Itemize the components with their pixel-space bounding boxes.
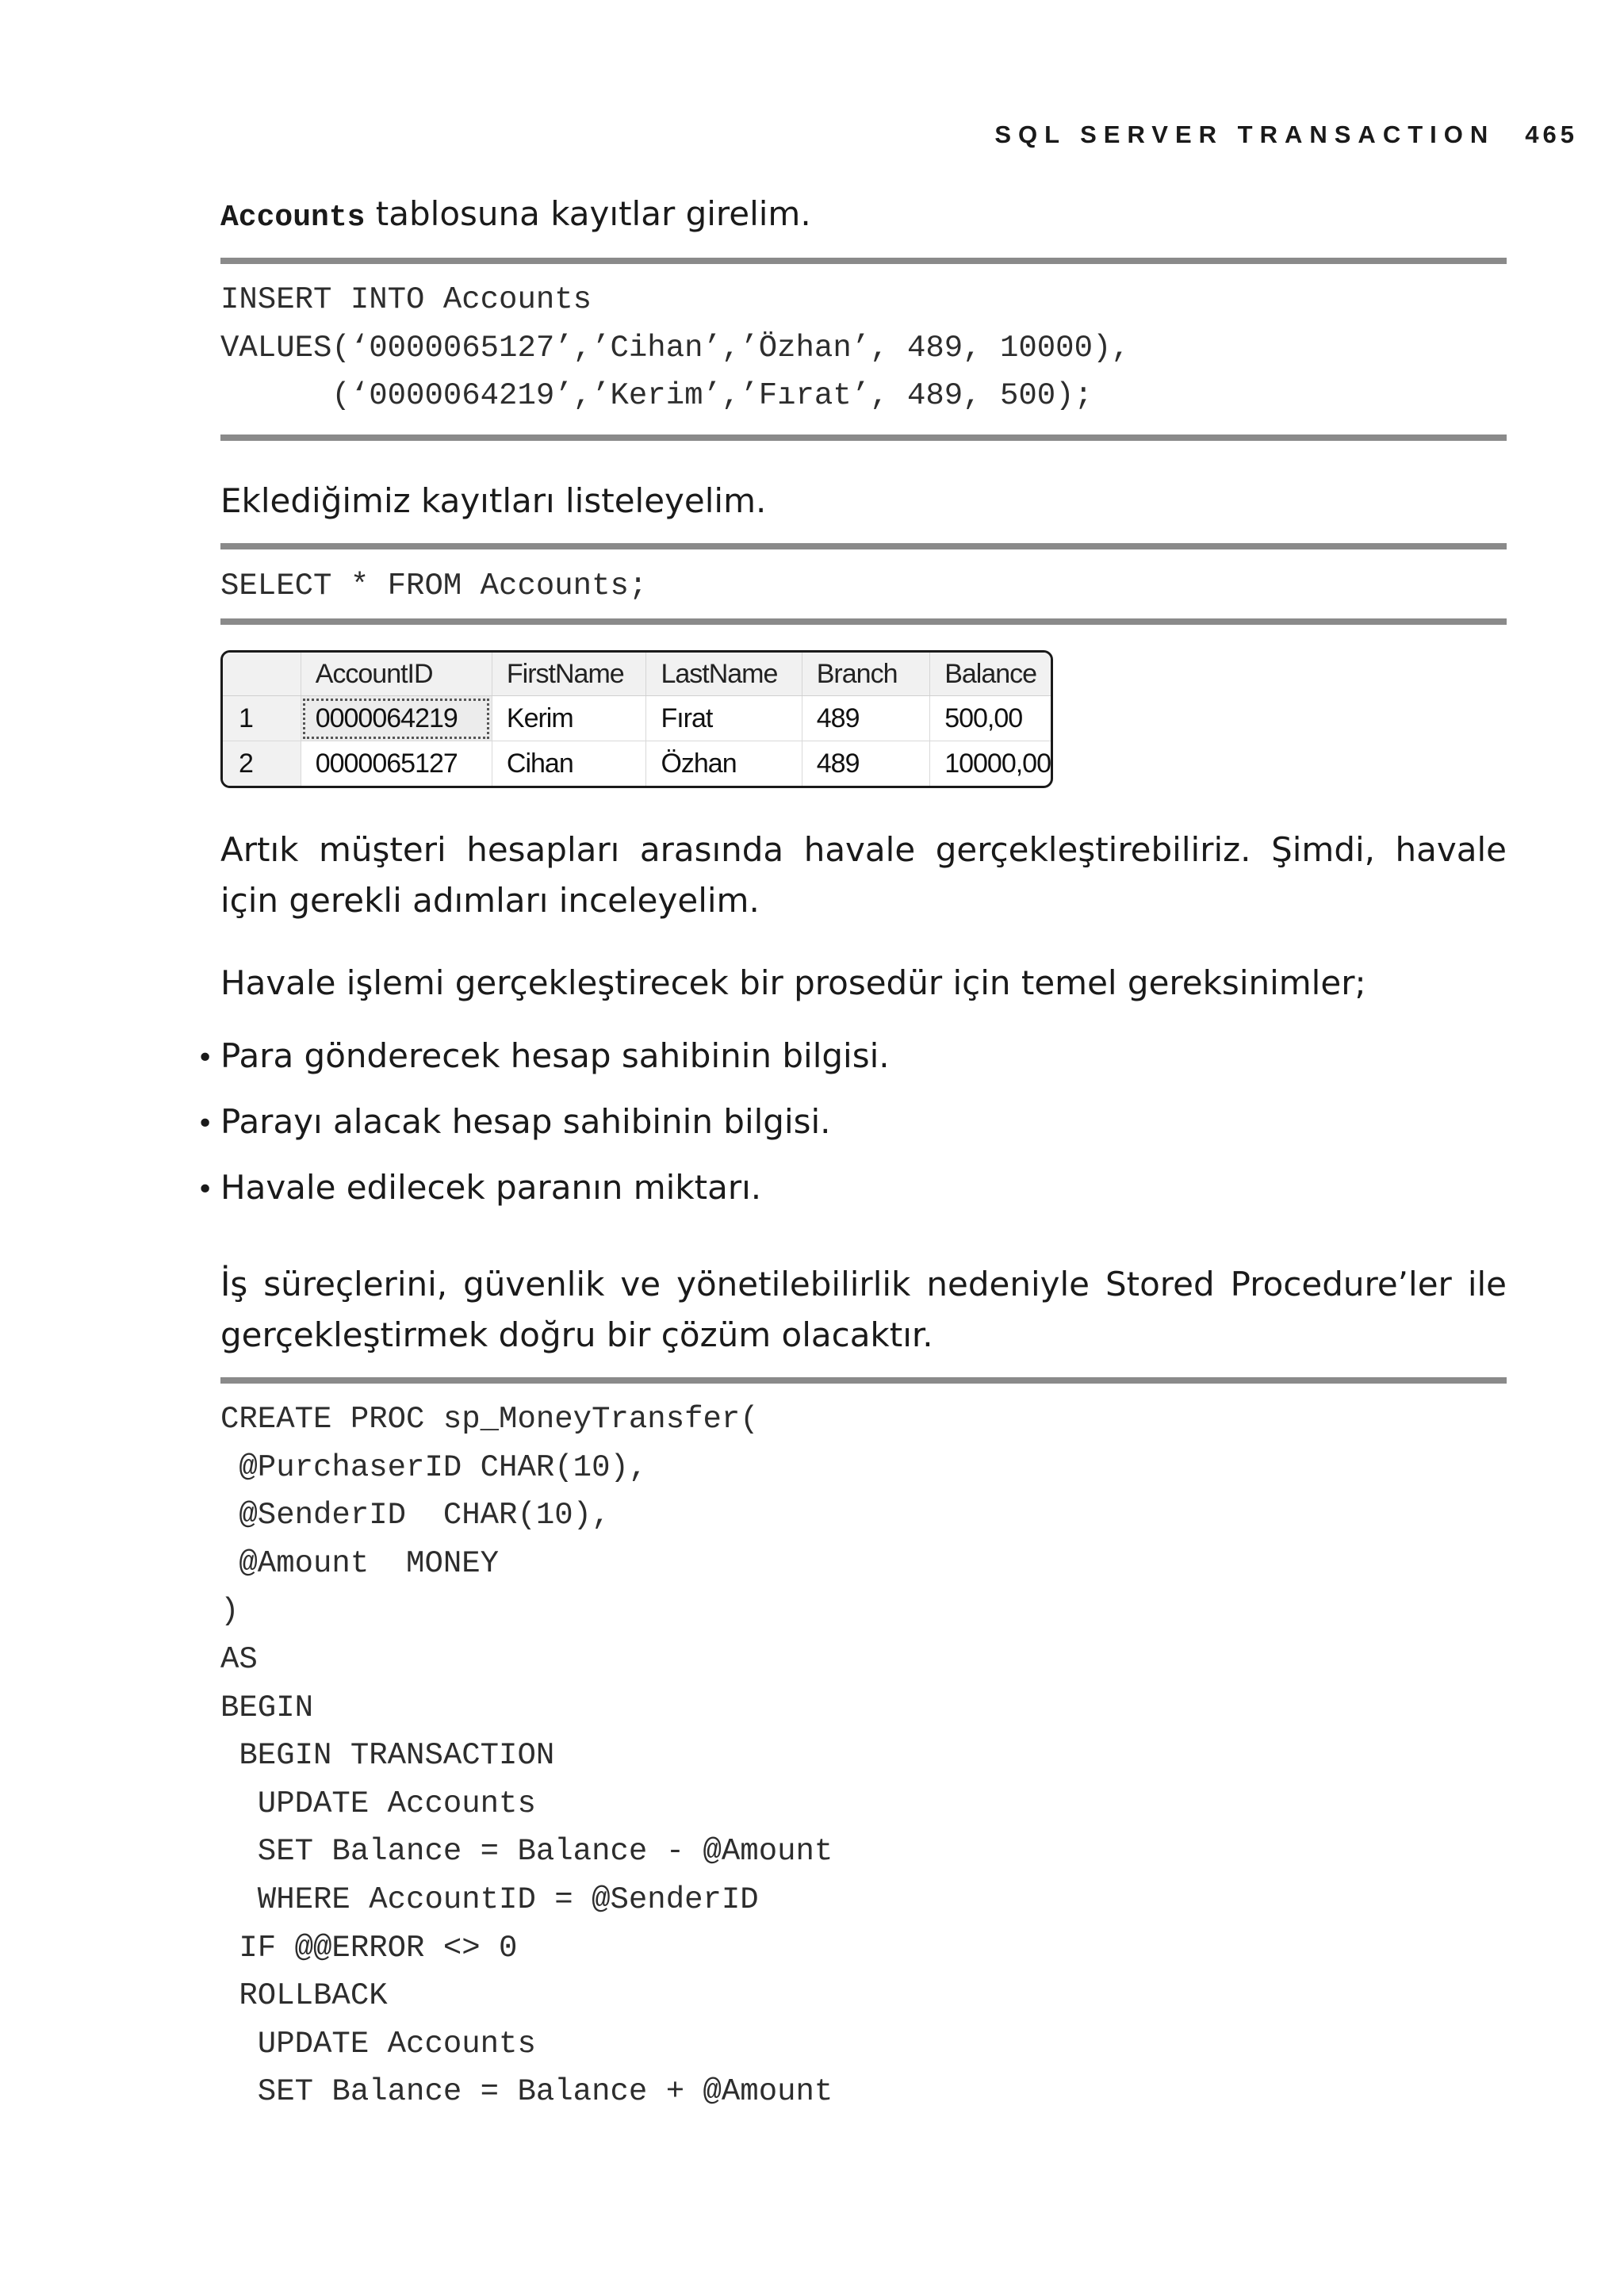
paragraph-transfer-intro: Artık müşteri hesapları arasında havale gerçekleştirebiliriz. Şimdi, havale için gerekli adımları inceleyelim. (220, 830, 1507, 920)
insert-code-block: INSERT INTO Accounts VALUES(‘0000065127’,’Cihan’,’Özhan’, 489, 10000), (‘0000064219’,’Kerim’,’Fırat’, 489, 500); (220, 282, 1130, 414)
cell-balance[interactable]: 10000,00 (930, 741, 1051, 787)
cell-accountid[interactable]: 0000064219 (301, 696, 492, 741)
bullet-mark: • (197, 1042, 214, 1074)
procedure-code-block: CREATE PROC sp_MoneyTransfer( @PurchaserID CHAR(10), @SenderID CHAR(10), @Amount MONEY ) AS BEGIN BEGIN TRANSACTION UPDATE Accounts SET Balance = Balance - @Amount WHERE AccountID = @SenderID IF @@ERROR <> 0 ROLLBACK UPDATE Accounts SET Balance = Balance + @Amount (220, 1402, 833, 2110)
page-number: 465 (1525, 121, 1578, 148)
list-caption: Eklediğimiz kayıtları listeleyelim. (220, 481, 767, 520)
list-item-text: Havale edilecek paranın miktarı. (220, 1168, 762, 1207)
table-row[interactable] (223, 741, 1051, 787)
cell-branch[interactable]: 489 (802, 696, 929, 741)
query-result-grid (220, 650, 1053, 788)
grid-header-row (223, 653, 1051, 696)
code-block-top-rule (220, 543, 1507, 549)
cell-accountid[interactable]: 0000065127 (301, 741, 492, 787)
column-header-accountid[interactable]: AccountID (301, 653, 492, 696)
list-item (197, 1097, 831, 1150)
running-title: SQL SERVER TRANSACTION (994, 121, 1496, 148)
column-header-branch[interactable]: Branch (802, 653, 929, 696)
intro-text: tablosuna kayıtlar girelim. (365, 194, 811, 233)
column-header-lastname[interactable]: LastName (646, 653, 802, 696)
code-block-bottom-rule (220, 618, 1507, 625)
result-table (223, 653, 1051, 787)
intro-sentence (220, 189, 1507, 243)
bullet-mark: • (197, 1108, 214, 1140)
cell-firstname[interactable]: Cihan (492, 741, 646, 787)
table-row[interactable] (223, 696, 1051, 741)
bullet-mark: • (197, 1173, 214, 1206)
cell-branch[interactable]: 489 (802, 741, 929, 787)
code-block-top-rule (220, 258, 1507, 264)
row-number-header (223, 653, 301, 696)
row-number[interactable]: 2 (223, 741, 301, 787)
paragraph-requirements: Havale işlemi gerçekleştirecek bir prosedür için temel gereksinimler; (220, 963, 1366, 1002)
paragraph-stored-procedure: İş süreçlerini, güvenlik ve yönetilebilirlik nedeniyle Stored Procedure’ler ile gerçekleştirmek doğru bir çözüm olacaktır. (220, 1265, 1507, 1354)
page-header (994, 119, 1578, 151)
cell-firstname[interactable]: Kerim (492, 696, 646, 741)
select-code-block: SELECT * FROM Accounts; (220, 568, 648, 603)
code-block-bottom-rule (220, 435, 1507, 441)
list-item-text: Parayı alacak hesap sahibinin bilgisi. (220, 1102, 831, 1141)
column-header-balance[interactable]: Balance (930, 653, 1051, 696)
cell-balance[interactable]: 500,00 (930, 696, 1051, 741)
code-block-top-rule (220, 1377, 1507, 1384)
list-item (197, 1162, 761, 1215)
row-number[interactable]: 1 (223, 696, 301, 741)
column-header-firstname[interactable]: FirstName (492, 653, 646, 696)
inline-code-accounts: Accounts (220, 201, 366, 235)
list-item-text: Para gönderecek hesap sahibinin bilgisi. (220, 1036, 890, 1075)
list-item (197, 1031, 890, 1084)
cell-lastname[interactable]: Özhan (646, 741, 802, 787)
cell-lastname[interactable]: Fırat (646, 696, 802, 741)
